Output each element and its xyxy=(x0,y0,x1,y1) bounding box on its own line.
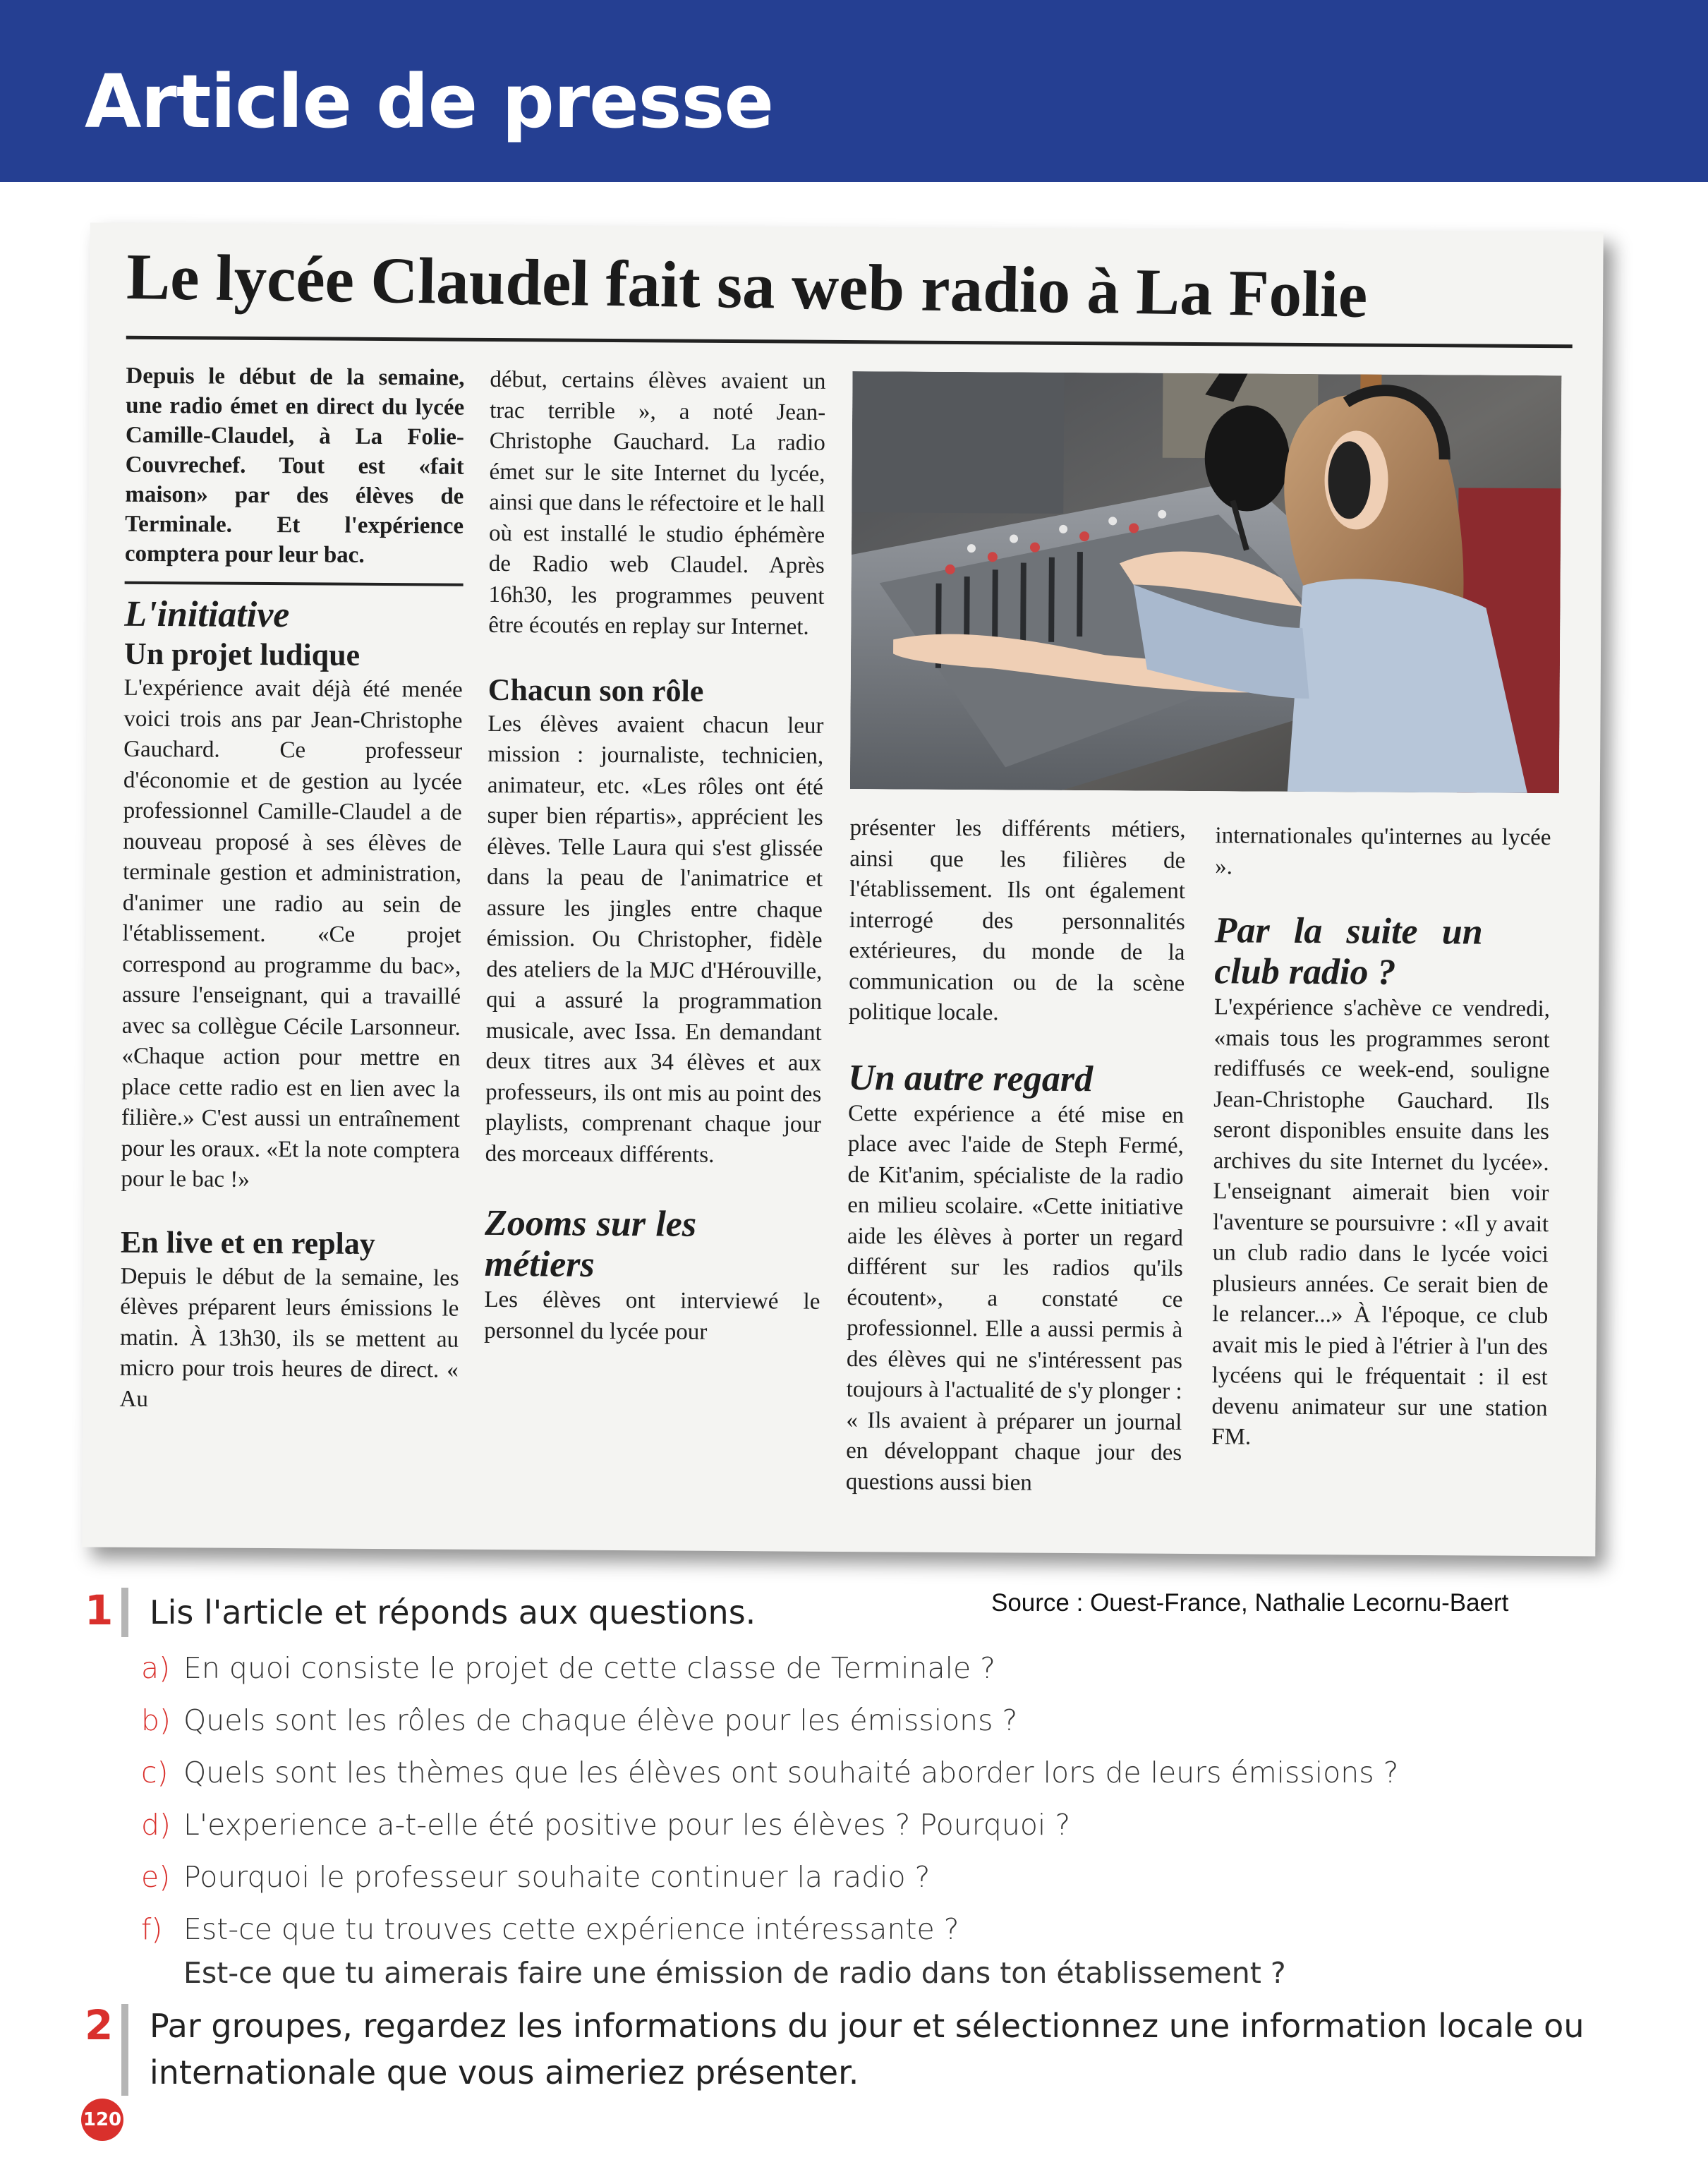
text-live-start: Depuis le début de la semaine, les élèves préparent leurs émissions le matin. À 13h30, ils se mettent au micro pour trois heures de direct. « Au xyxy=(119,1263,459,1412)
article-headline: Le lycée Claudel fait sa web radio à La Folie xyxy=(126,240,1368,332)
text-projet: L'expérience avait déjà été menée voici trois ans par Jean-Christophe Gauchard. Ce professeur d'économie et de gestion au lycée professionnel Camille-Claudel a de nouveau proposé à ses élèves de terminale gestion et administration, d'animer une radio au sein de l'établissement. «Ce projet correspond au programme du bac», assure l'enseignant, qui a travaillé avec sa collègue Cécile Larsonneur. «Chaque action pour mettre en place cette radio est en lien avec la filière.» C'est aussi un entraînement pour les oraux. «Et la note comptera pour le bac !» xyxy=(121,675,463,1193)
kicker-initiative: L'initiative xyxy=(124,593,290,636)
text-zooms-start: Les élèves ont interviewé le personnel du lycée pour xyxy=(484,1286,820,1345)
photo-illustration xyxy=(850,371,1562,793)
subhead-role: Chacun son rôle xyxy=(487,672,704,708)
page-number: 120 xyxy=(81,2099,123,2141)
question-1-bar xyxy=(121,1588,128,1637)
question-item-f: f) Est-ce que tu trouves cette expérience intéressante ? xyxy=(141,1912,959,1946)
lead-rule xyxy=(125,581,464,586)
question-item-d: d) L'experience a-t-elle été positive pour les élèves ? Pourquoi ? xyxy=(141,1808,1071,1842)
kicker-suite: Par la suite un club radio ? xyxy=(1214,910,1483,993)
subhead-projet: Un projet ludique xyxy=(123,636,361,672)
question-item-c: c) Quels sont les thèmes que les élèves ont souhaité aborder lors de leurs émissions ? xyxy=(141,1756,1399,1789)
text-regard-cont: internationales qu'internes au lycée ». xyxy=(1215,823,1551,879)
text-live-cont: début, certains élèves avaient un trac terrible », a noté Jean-Christophe Gauchard. La radio émet sur le site Internet du lycée, ainsi que dans le réfectoire et le hall où est installé le studio éphémère de Radio web Claudel. Après 16h30, les programmes peuvent être écoutés en replay sur Internet. xyxy=(488,366,826,640)
question-2-title: Par groupes, regardez les informations du jour et sélectionnez une information locale ou internationale que vous aimeriez présenter. xyxy=(150,2007,1585,2091)
newspaper-article xyxy=(82,222,1603,1556)
question-item-f-cont: Est-ce que tu aimerais faire une émission de radio dans ton établissement ? xyxy=(183,1956,1286,1990)
article-column-1 xyxy=(119,361,464,1417)
question-item-b: b) Quels sont les rôles de chaque élève pour les émissions ? xyxy=(141,1703,1018,1737)
kicker-regard: Un autre regard xyxy=(848,1057,1094,1099)
article-column-2 xyxy=(484,365,825,1348)
kicker-zooms: Zooms sur les métiers xyxy=(484,1202,697,1285)
headline-rule xyxy=(126,336,1573,349)
question-2-bar xyxy=(121,2004,128,2096)
page-title: Article de presse xyxy=(85,59,773,145)
question-1-title: Lis l'article et réponds aux questions. xyxy=(150,1593,756,1631)
radio-studio-photo xyxy=(850,371,1562,793)
article-lead: Depuis le début de la semaine, une radio émet en direct du lycée Camille-Claudel, à La Folie-Couvrechef. Tout est «fait maison» par des élèves de Terminale. Et l'expérience comptera pour leur bac. xyxy=(124,363,465,568)
article-column-3 xyxy=(846,813,1186,1499)
question-1-number: 1 xyxy=(85,1586,114,1634)
article-source: Source : Ouest-France, Nathalie Lecornu-Baert xyxy=(991,1589,1509,1617)
text-suite: L'expérience s'achève ce vendredi, «mais tous les programmes seront rediffusés ce week-end, souligne Jean-Christophe Gauchard. Ils seront disponibles ensuite dans les archives du site Internet du lycée». L'enseignant aimerait bien voir l'aventure se poursuivre : «Il y avait un club radio dans le lycée voici plusieurs années. Ce serait bien de le relancer...» À l'époque, ce club avait mis le pied à l'étrier à l'un des lycéens qui le fréquentait : il est devenu animateur sur une station FM. xyxy=(1211,994,1551,1450)
question-item-e: e) Pourquoi le professeur souhaite continuer la radio ? xyxy=(141,1860,931,1894)
text-zooms-cont: présenter les différents métiers, ainsi que les filières de l'établissement. Ils ont également interrogé des personnalités extérieures, du monde de la communication ou de la scène politique locale. xyxy=(848,815,1186,1026)
subhead-live: En live et en replay xyxy=(120,1224,376,1261)
question-2-number: 2 xyxy=(85,2001,114,2049)
article-column-4 xyxy=(1211,821,1551,1454)
header-banner xyxy=(0,0,1708,182)
question-item-a: a) En quoi consiste le projet de cette classe de Terminale ? xyxy=(141,1651,996,1685)
text-regard: Cette expérience a été mise en place avec l'aide de Steph Fermé, de Kit'anim, spécialiste de la radio en milieu scolaire. «Cette initiative aide les élèves à porter un regard différent sur les radios qu'ils écoutent», a constaté ce professionnel. Elle a aussi permis à des élèves qui ne s'intéressent pas toujours à l'actualité de s'y plonger : « Ils avaient à préparer un journal en développant chaque jour des questions aussi bien xyxy=(845,1100,1185,1496)
text-role: Les élèves avaient chacun leur mission : journaliste, technicien, animateur, etc. «Les rôles ont été super bien répartis», apprécient les élèves. Telle Laura qui s'est glissée dans la peau de l'animatrice et assure les jingles entre chaque émission. Ou Christopher, fidèle des ateliers de la MJC d'Hérouville, qui a assuré la programmation musicale, avec Issa. En demandant deux titres aux 34 élèves et aux professeurs, ils ont mis au point des playlists, comprenant chaque jour des morceaux différents. xyxy=(485,711,824,1168)
